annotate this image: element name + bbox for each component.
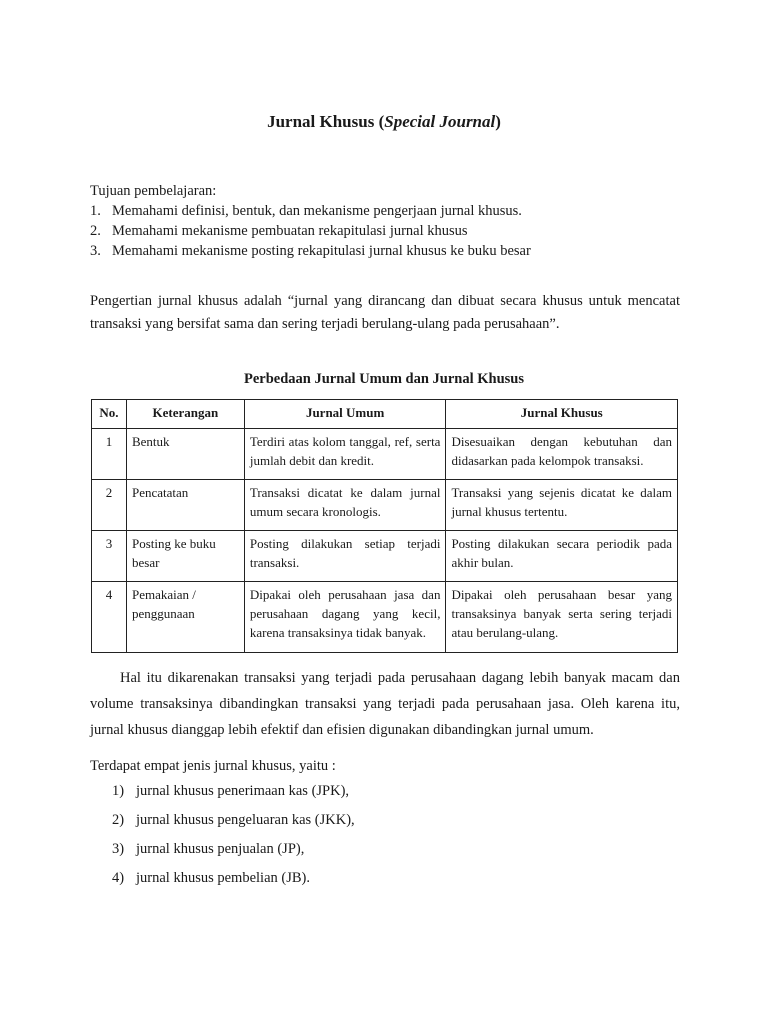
type-text: jurnal khusus penerimaan kas (JPK), — [136, 783, 350, 799]
table-row — [92, 429, 678, 480]
table-row — [92, 582, 678, 653]
goal-item — [90, 201, 680, 221]
explanation-paragraph: Hal itu dikarenakan transaksi yang terjadi pada perusahaan dagang lebih banyak macam dan volume transaksinya dibandingkan transaksi yang terjadi pada perusahaan jasa. Oleh karena itu, jurnal khusus dianggap lebih efektif dan efisien digunakan dibandingkan jurnal umum. — [90, 670, 680, 738]
table-title: Perbedaan Jurnal Umum dan Jurnal Khusus — [244, 371, 524, 387]
type-item — [112, 812, 672, 841]
type-text: jurnal khusus pembelian (JB). — [136, 870, 310, 886]
cell-no: 3 — [92, 531, 127, 582]
cell-umum: Transaksi dicatat ke dalam jurnal umum secara kronologis. — [244, 480, 446, 531]
type-item — [112, 841, 672, 870]
goal-number: 2. — [90, 223, 101, 239]
cell-umum: Posting dilakukan setiap terjadi transaksi. — [244, 531, 446, 582]
cell-umum: Dipakai oleh perusahaan jasa dan perusahaan dagang yang kecil, karena transaksinya tidak banyak. — [244, 582, 446, 653]
type-text: jurnal khusus pengeluaran kas (JKK), — [136, 812, 355, 828]
goal-number: 3. — [90, 243, 101, 259]
table-row — [92, 531, 678, 582]
types-list-container — [112, 783, 672, 899]
cell-khusus: Disesuaikan dengan kebutuhan dan didasarkan pada kelompok transaksi. — [446, 429, 678, 480]
cell-no: 4 — [92, 582, 127, 653]
cell-khusus: Posting dilakukan secara periodik pada akhir bulan. — [446, 531, 678, 582]
goal-number: 1. — [90, 203, 101, 219]
header-keterangan: Keterangan — [126, 400, 244, 429]
title-main: Jurnal Khusus ( — [267, 112, 385, 131]
goal-text: Memahami mekanisme pembuatan rekapitulasi jurnal khusus — [112, 223, 468, 239]
definition-paragraph: Pengertian jurnal khusus adalah “jurnal yang dirancang dan dibuat secara khusus untuk mencatat transaksi yang bersifat sama dan sering terjadi berulang-ulang pada perusahaan”. — [90, 293, 680, 332]
goals-heading: Tujuan pembelajaran: — [90, 183, 217, 199]
type-number: 1) — [112, 783, 125, 799]
goals-list — [90, 201, 680, 261]
cell-keterangan: Pemakaian / penggunaan — [126, 582, 244, 653]
type-number: 3) — [112, 841, 125, 857]
types-list — [112, 783, 672, 899]
type-item — [112, 783, 672, 812]
cell-keterangan: Pencatatan — [126, 480, 244, 531]
comparison-table — [91, 399, 678, 653]
cell-no: 1 — [92, 429, 127, 480]
cell-umum: Terdiri atas kolom tanggal, ref, serta jumlah debit dan kredit. — [244, 429, 446, 480]
types-intro: Terdapat empat jenis jurnal khusus, yaitu : — [90, 758, 336, 774]
title-italic: Special Journal — [384, 112, 496, 131]
learning-goals — [90, 181, 680, 261]
goal-text: Memahami definisi, bentuk, dan mekanisme pengerjaan jurnal khusus. — [112, 203, 522, 219]
title-close: ) — [495, 112, 501, 131]
cell-keterangan: Bentuk — [126, 429, 244, 480]
goal-text: Memahami mekanisme posting rekapitulasi jurnal khusus ke buku besar — [112, 243, 531, 259]
type-item — [112, 870, 672, 899]
type-number: 4) — [112, 870, 125, 886]
document-title — [0, 112, 768, 132]
goal-item — [90, 221, 680, 241]
table-header-row — [92, 400, 678, 429]
goal-item — [90, 241, 680, 261]
cell-khusus: Dipakai oleh perusahaan besar yang transaksinya banyak serta sering terjadi atau berulang-ulang. — [446, 582, 678, 653]
header-jurnal-khusus: Jurnal Khusus — [446, 400, 678, 429]
type-text: jurnal khusus penjualan (JP), — [136, 841, 305, 857]
cell-khusus: Transaksi yang sejenis dicatat ke dalam jurnal khusus tertentu. — [446, 480, 678, 531]
cell-no: 2 — [92, 480, 127, 531]
table-row — [92, 480, 678, 531]
header-no: No. — [92, 400, 127, 429]
type-number: 2) — [112, 812, 125, 828]
cell-keterangan: Posting ke buku besar — [126, 531, 244, 582]
header-jurnal-umum: Jurnal Umum — [244, 400, 446, 429]
